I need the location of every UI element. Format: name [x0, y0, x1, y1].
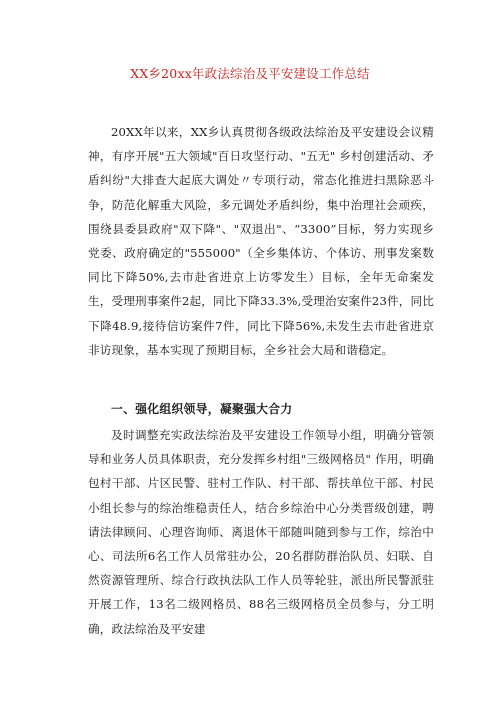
section-paragraph: 及时调整充实政法综治及平安建设工作领导小组，明确分管领导和业务人员具体职责，充分发挥乡村组"三级网格员" 作用，明确包村干部、片区民警、驻村工作队、村干部、帮扶单位干部、村民小组长参与的综治维稳责任人，结合乡综治中心分类晋级创建，聘请法律顾问、心理咨询师、离退休干部随叫随到参与工作，综治中心、司法所6名工作人员常驻办公，20名群防群治队员、妇联、自然资源管理所、综合行政执法队工作人员等轮驻，派出所民警派驻开展工作，13名二级网格员、88名三级网格员全员参与，分工明确，政法综治及平安建 — [88, 428, 434, 636]
intro-paragraph: 20XX年以来，XX乡认真贯彻各级政法综治及平安建设会议精神，有序开展"五大领域"百日攻坚行动、"五无" 乡村创建活动、矛盾纠纷"大排查大起底大调处〃专项行动，常态化推进扫黑除恶斗争，防范化解重大风险，多元调处矛盾纠纷，集中治理社会顽疾，围绕县委县政府"双下降"、"双退出"、“3300”目标，努力实现乡党委、政府确定的"555000"（全乡集体访、个体访、刑事发案数同比下降50%,去市赴省进京上访零发生）目标，全年无命案发生，受理刑事案件2起，同比下降33.3%,受理治安案件23件，同比下降48.9,接待信访案件7件，同比下降56%,未发生去市赴省进京非访现象，基本实现了预期目标，全乡社会大局和谐稳定。 — [88, 125, 434, 357]
document-title: XX乡20xx年政法综治及平安建设工作总结 — [130, 66, 370, 81]
section-heading: 一、强化组织领导，凝聚强大合力 — [111, 402, 293, 416]
